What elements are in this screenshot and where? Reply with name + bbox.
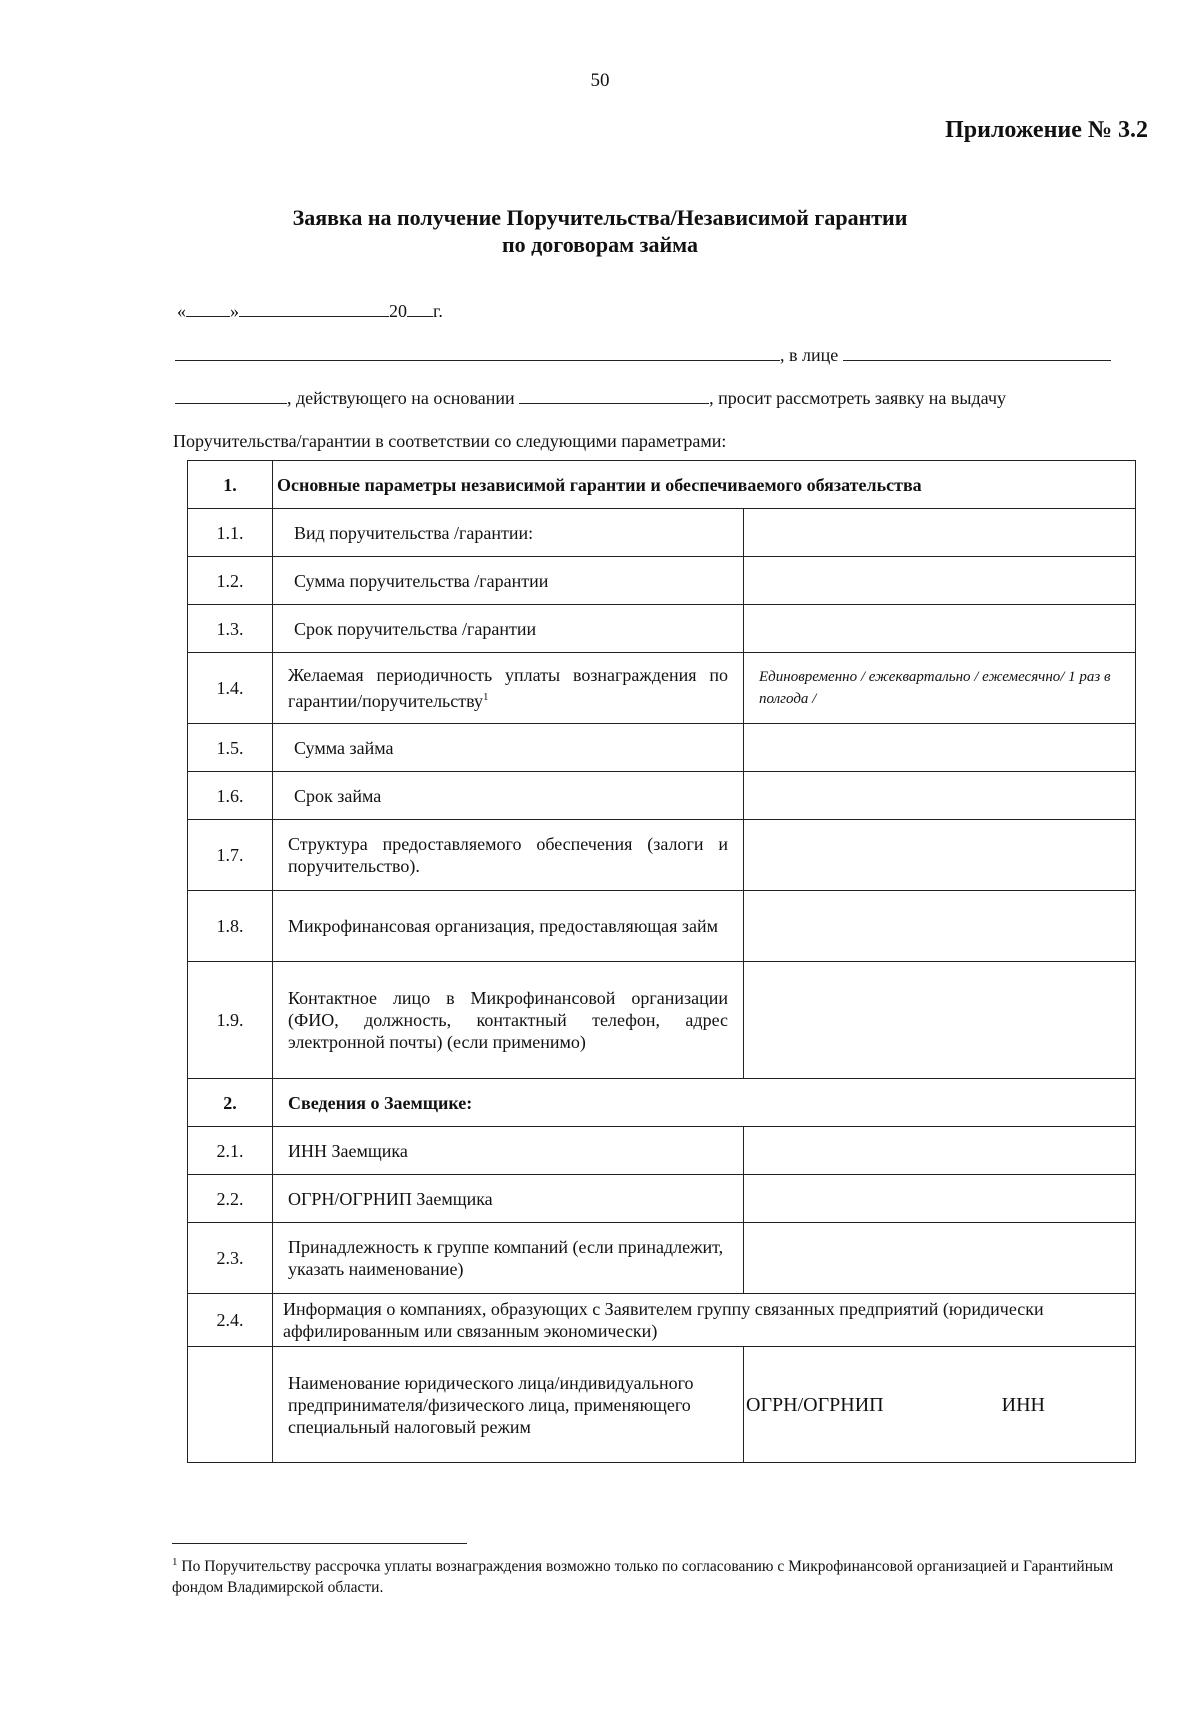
footnote-mark: 1 [483, 691, 489, 703]
table-row [188, 605, 1136, 653]
row-number: 1.3. [188, 605, 273, 653]
request-label: , просит рассмотреть заявку на выдачу [709, 388, 1006, 408]
value-cell[interactable] [744, 772, 1136, 820]
year-prefix: 20 [389, 301, 407, 321]
in-person-label: , в лице [780, 345, 839, 365]
table-row [188, 653, 1136, 724]
table-row [188, 1223, 1136, 1294]
footnote-number: 1 [172, 1556, 178, 1568]
table-row [188, 820, 1136, 891]
footnote [172, 1552, 1157, 1598]
row-number: 1.1. [188, 509, 273, 557]
value-cell[interactable] [744, 557, 1136, 605]
row-label: Сумма займа [273, 724, 744, 772]
section-1-header [188, 461, 1136, 509]
affiliated-companies-row [188, 1347, 1136, 1463]
row-number: 2. [188, 1079, 273, 1127]
parameters-intro: Поручительства/гарантии в соответствии со следующими параметрами: [173, 431, 727, 451]
row-number: 1.8. [188, 891, 273, 962]
row-label: Микрофинансовая организация, предоставляющая займ [273, 891, 744, 962]
table-row [188, 772, 1136, 820]
row-number: 1. [188, 461, 273, 509]
value-cell[interactable] [744, 724, 1136, 772]
footnote-text: По Поручительству рассрочка уплаты вознаграждения возможно только по согласованию с Микрофинансовой организацией и Гарантийным фондом Владимирской области. [172, 1558, 1114, 1597]
month-field[interactable] [239, 300, 389, 317]
row-number: 2.3. [188, 1223, 273, 1294]
value-cell[interactable] [744, 1127, 1136, 1175]
footnote-divider [172, 1543, 467, 1544]
row-number: 2.4. [188, 1294, 273, 1347]
form-title-line-1: Заявка на получение Поручительства/Независимой гарантии [292, 205, 908, 230]
acting-basis-label: , действующего на основании [287, 388, 515, 408]
page-number: 50 [590, 70, 610, 91]
form-title [0, 204, 1200, 258]
section-2-header [188, 1079, 1136, 1127]
section-title: Основные параметры независимой гарантии и обеспечиваемого обязательства [273, 461, 1136, 509]
row-number: 2.1. [188, 1127, 273, 1175]
row-label: Срок поручительства /гарантии [273, 605, 744, 653]
year-suffix: г. [433, 301, 443, 321]
appendix-label: Приложение № 3.2 [945, 117, 1148, 143]
applicant-name-field[interactable] [175, 344, 780, 361]
parameters-table [187, 460, 1136, 1463]
value-cell[interactable] [744, 1175, 1136, 1223]
row-label: Контактное лицо в Микрофинансовой организации (ФИО, должность, контактный телефон, адрес электронной почты) (если применимо) [273, 962, 744, 1079]
row-number: 1.7. [188, 820, 273, 891]
row-number: 1.5. [188, 724, 273, 772]
row-label: Наименование юридического лица/индивидуального предпринимателя/физического лица, применяющего специальный налоговый режим [273, 1347, 744, 1463]
date-close-quote: » [230, 301, 239, 321]
row-label: Структура предоставляемого обеспечения (залоги и поручительство). [273, 820, 744, 891]
row-label: ИНН Заемщика [273, 1127, 744, 1175]
row-label-with-footnote [273, 653, 744, 724]
year-field[interactable] [407, 300, 433, 317]
value-cell[interactable] [744, 1223, 1136, 1294]
table-row [188, 557, 1136, 605]
value-cell[interactable] [744, 605, 1136, 653]
table-row [188, 724, 1136, 772]
affiliated-columns-header [744, 1347, 1136, 1463]
basis-field[interactable] [519, 387, 709, 404]
row-number: 2.2. [188, 1175, 273, 1223]
row-label: Вид поручительства /гарантии: [273, 509, 744, 557]
periodicity-options[interactable]: Единовременно / ежеквартально / ежемесячно/ 1 раз в полгода / [744, 653, 1136, 724]
applicant-line [175, 344, 1111, 366]
empty-number-cell [188, 1347, 273, 1463]
value-cell[interactable] [744, 962, 1136, 1079]
row-number: 1.2. [188, 557, 273, 605]
date-line [177, 300, 443, 322]
basis-line [175, 387, 1006, 409]
form-title-line-2: по договорам займа [501, 232, 698, 257]
table-row [188, 891, 1136, 962]
value-cell[interactable] [744, 509, 1136, 557]
table-row [188, 1127, 1136, 1175]
inn-column-label: ИНН [1001, 1393, 1046, 1416]
row-label: Срок займа [273, 772, 744, 820]
row-label: Информация о компаниях, образующих с Заявителем группу связанных предприятий (юридически аффилированным или связанным экономически) [273, 1294, 1136, 1347]
row-label: Сумма поручительства /гарантии [273, 557, 744, 605]
day-field[interactable] [186, 300, 230, 317]
table-row [188, 1175, 1136, 1223]
row-label: Принадлежность к группе компаний (если принадлежит, указать наименование) [273, 1223, 744, 1294]
representative-field[interactable] [843, 344, 1111, 361]
row-number: 1.4. [188, 653, 273, 724]
row-label: Желаемая периодичность уплаты вознаграждения по гарантии/поручительству [288, 665, 728, 711]
row-label: ОГРН/ОГРНИП Заемщика [273, 1175, 744, 1223]
row-number: 1.6. [188, 772, 273, 820]
section-title: Сведения о Заемщике: [273, 1079, 1136, 1127]
table-row [188, 509, 1136, 557]
table-row [188, 962, 1136, 1079]
value-cell[interactable] [744, 820, 1136, 891]
table-row [188, 1294, 1136, 1347]
position-field[interactable] [175, 387, 287, 404]
date-open-quote: « [177, 301, 186, 321]
value-cell[interactable] [744, 891, 1136, 962]
ogrn-column-label: ОГРН/ОГРНИП [746, 1393, 884, 1416]
row-number: 1.9. [188, 962, 273, 1079]
